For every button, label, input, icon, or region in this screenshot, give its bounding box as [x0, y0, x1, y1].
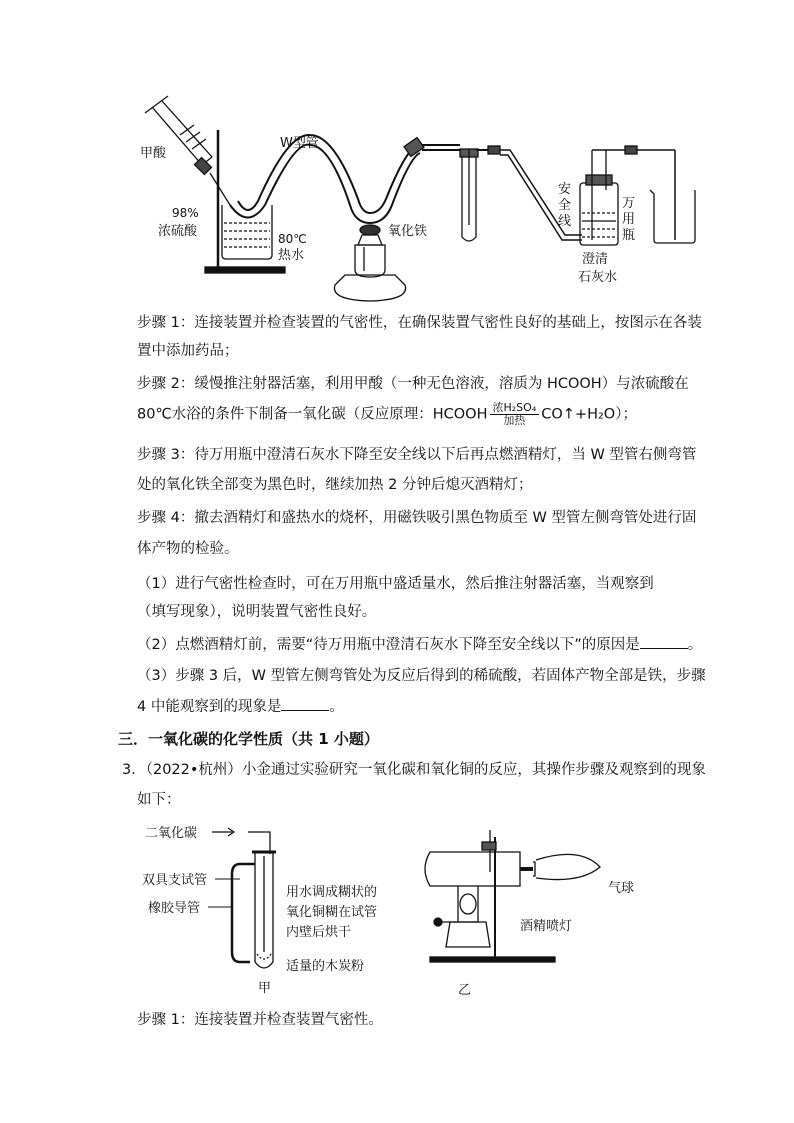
apparatus-figure-2	[140, 812, 660, 1002]
step4-line2: 体产物的检验。	[137, 541, 239, 557]
question3-text: 4 中能观察到的现象是	[137, 699, 282, 715]
label-jia: 甲	[258, 981, 272, 996]
label-charcoal: 适量的木炭粉	[286, 959, 365, 974]
label-balloon: 气球	[608, 881, 635, 896]
label-paste-1: 用水调成糊状的	[286, 885, 378, 900]
label-double-tube: 双具支试管	[142, 873, 208, 888]
final-step1: 步骤 1：连接装置并检查装置气密性。	[137, 1012, 383, 1028]
label-w-tube: W型管	[280, 136, 319, 151]
question2-end: 。	[687, 637, 703, 653]
step1-line2: 置中添加药品；	[137, 343, 239, 359]
answer-blank-3[interactable]	[281, 696, 329, 711]
reaction-condition	[490, 402, 540, 427]
step3-line2: 处的氧化铁全部变为黑色时，继续加热 2 分钟后熄灭酒精灯；	[137, 477, 533, 493]
label-lamp: 酒精喷灯	[520, 919, 573, 934]
question2-line1	[137, 634, 703, 655]
label-bottle-3: 瓶	[622, 228, 636, 243]
label-conc-pct: 98%	[172, 206, 199, 220]
problem3-line2: 如下：	[137, 792, 181, 808]
question2-text: （2）点燃酒精灯前，需要“待万用瓶中澄清石灰水下降至安全线以下”的原因是	[137, 637, 640, 653]
label-safety-1: 安	[558, 182, 572, 197]
apparatus-drawing-1	[130, 95, 710, 310]
label-bottle-2: 用	[622, 212, 636, 227]
apparatus-figure-1	[130, 95, 710, 310]
apparatus-drawing-2	[140, 812, 660, 1002]
step1-line1: 步骤 1：连接装置并检查装置的气密性，在确保装置气密性良好的基础上，按图示在各装	[137, 315, 702, 331]
label-iron-oxide: 氧化铁	[388, 224, 428, 239]
label-limewater-1: 澄清	[582, 252, 609, 267]
reaction-condition-bottom: 加热	[503, 414, 526, 427]
label-co2: 二氧化碳	[145, 826, 198, 841]
step2-line2	[137, 402, 677, 427]
step2-text-b: CO↑+H₂O）；	[541, 406, 637, 423]
label-temp: 80℃	[278, 232, 307, 246]
question1-line1: （1）进行气密性检查时，可在万用瓶中盛适量水，然后推注射器活塞，当观察到	[137, 576, 654, 592]
step2-line1: 步骤 2：缓慢推注射器活塞，利用甲酸（一种无色溶液，溶质为 HCOOH）与浓硫酸在	[137, 376, 689, 392]
label-rubber-tube: 橡胶导管	[148, 901, 201, 916]
label-formic-acid: 甲酸	[140, 146, 167, 161]
reaction-condition-top: 浓H₂SO₄	[490, 402, 540, 415]
step3-line1: 步骤 3：待万用瓶中澄清石灰水下降至安全线以下后再点燃酒精灯，当 W 型管右侧弯管	[137, 447, 697, 463]
label-safety-2: 全	[558, 198, 572, 213]
label-hot-water: 热水	[278, 248, 305, 263]
answer-blank-2[interactable]	[640, 634, 688, 649]
step2-text-a: 80℃水浴的条件下制备一氧化碳（反应原理：HCOOH	[137, 406, 488, 423]
question3-end: 。	[329, 699, 344, 715]
label-paste-3: 内壁后烘干	[286, 925, 352, 940]
question3-line1: （3）步骤 3 后，W 型管左侧弯管处为反应后得到的稀硫酸，若固体产物全部是铁，步骤	[137, 668, 706, 684]
section-heading: 三．一氧化碳的化学性质（共 1 小题）	[118, 730, 379, 748]
label-safety-3: 线	[558, 214, 572, 229]
label-limewater-2: 石灰水	[578, 270, 618, 285]
label-paste-2: 氧化铜糊在试管	[286, 905, 378, 920]
problem3-line1: 3．（2022•杭州）小金通过实验研究一氧化碳和氧化铜的反应，其操作步骤及观察到的现象	[122, 762, 706, 778]
step4-line1: 步骤 4：撤去酒精灯和盛热水的烧杯，用磁铁吸引黑色物质至 W 型管左侧弯管处进行固	[137, 510, 697, 526]
question3-line2	[137, 696, 677, 717]
label-yi: 乙	[458, 983, 472, 998]
question1-line2: （填写现象），说明装置气密性良好。	[137, 604, 377, 620]
label-conc-acid: 浓硫酸	[158, 224, 198, 239]
label-bottle-1: 万	[622, 196, 636, 211]
